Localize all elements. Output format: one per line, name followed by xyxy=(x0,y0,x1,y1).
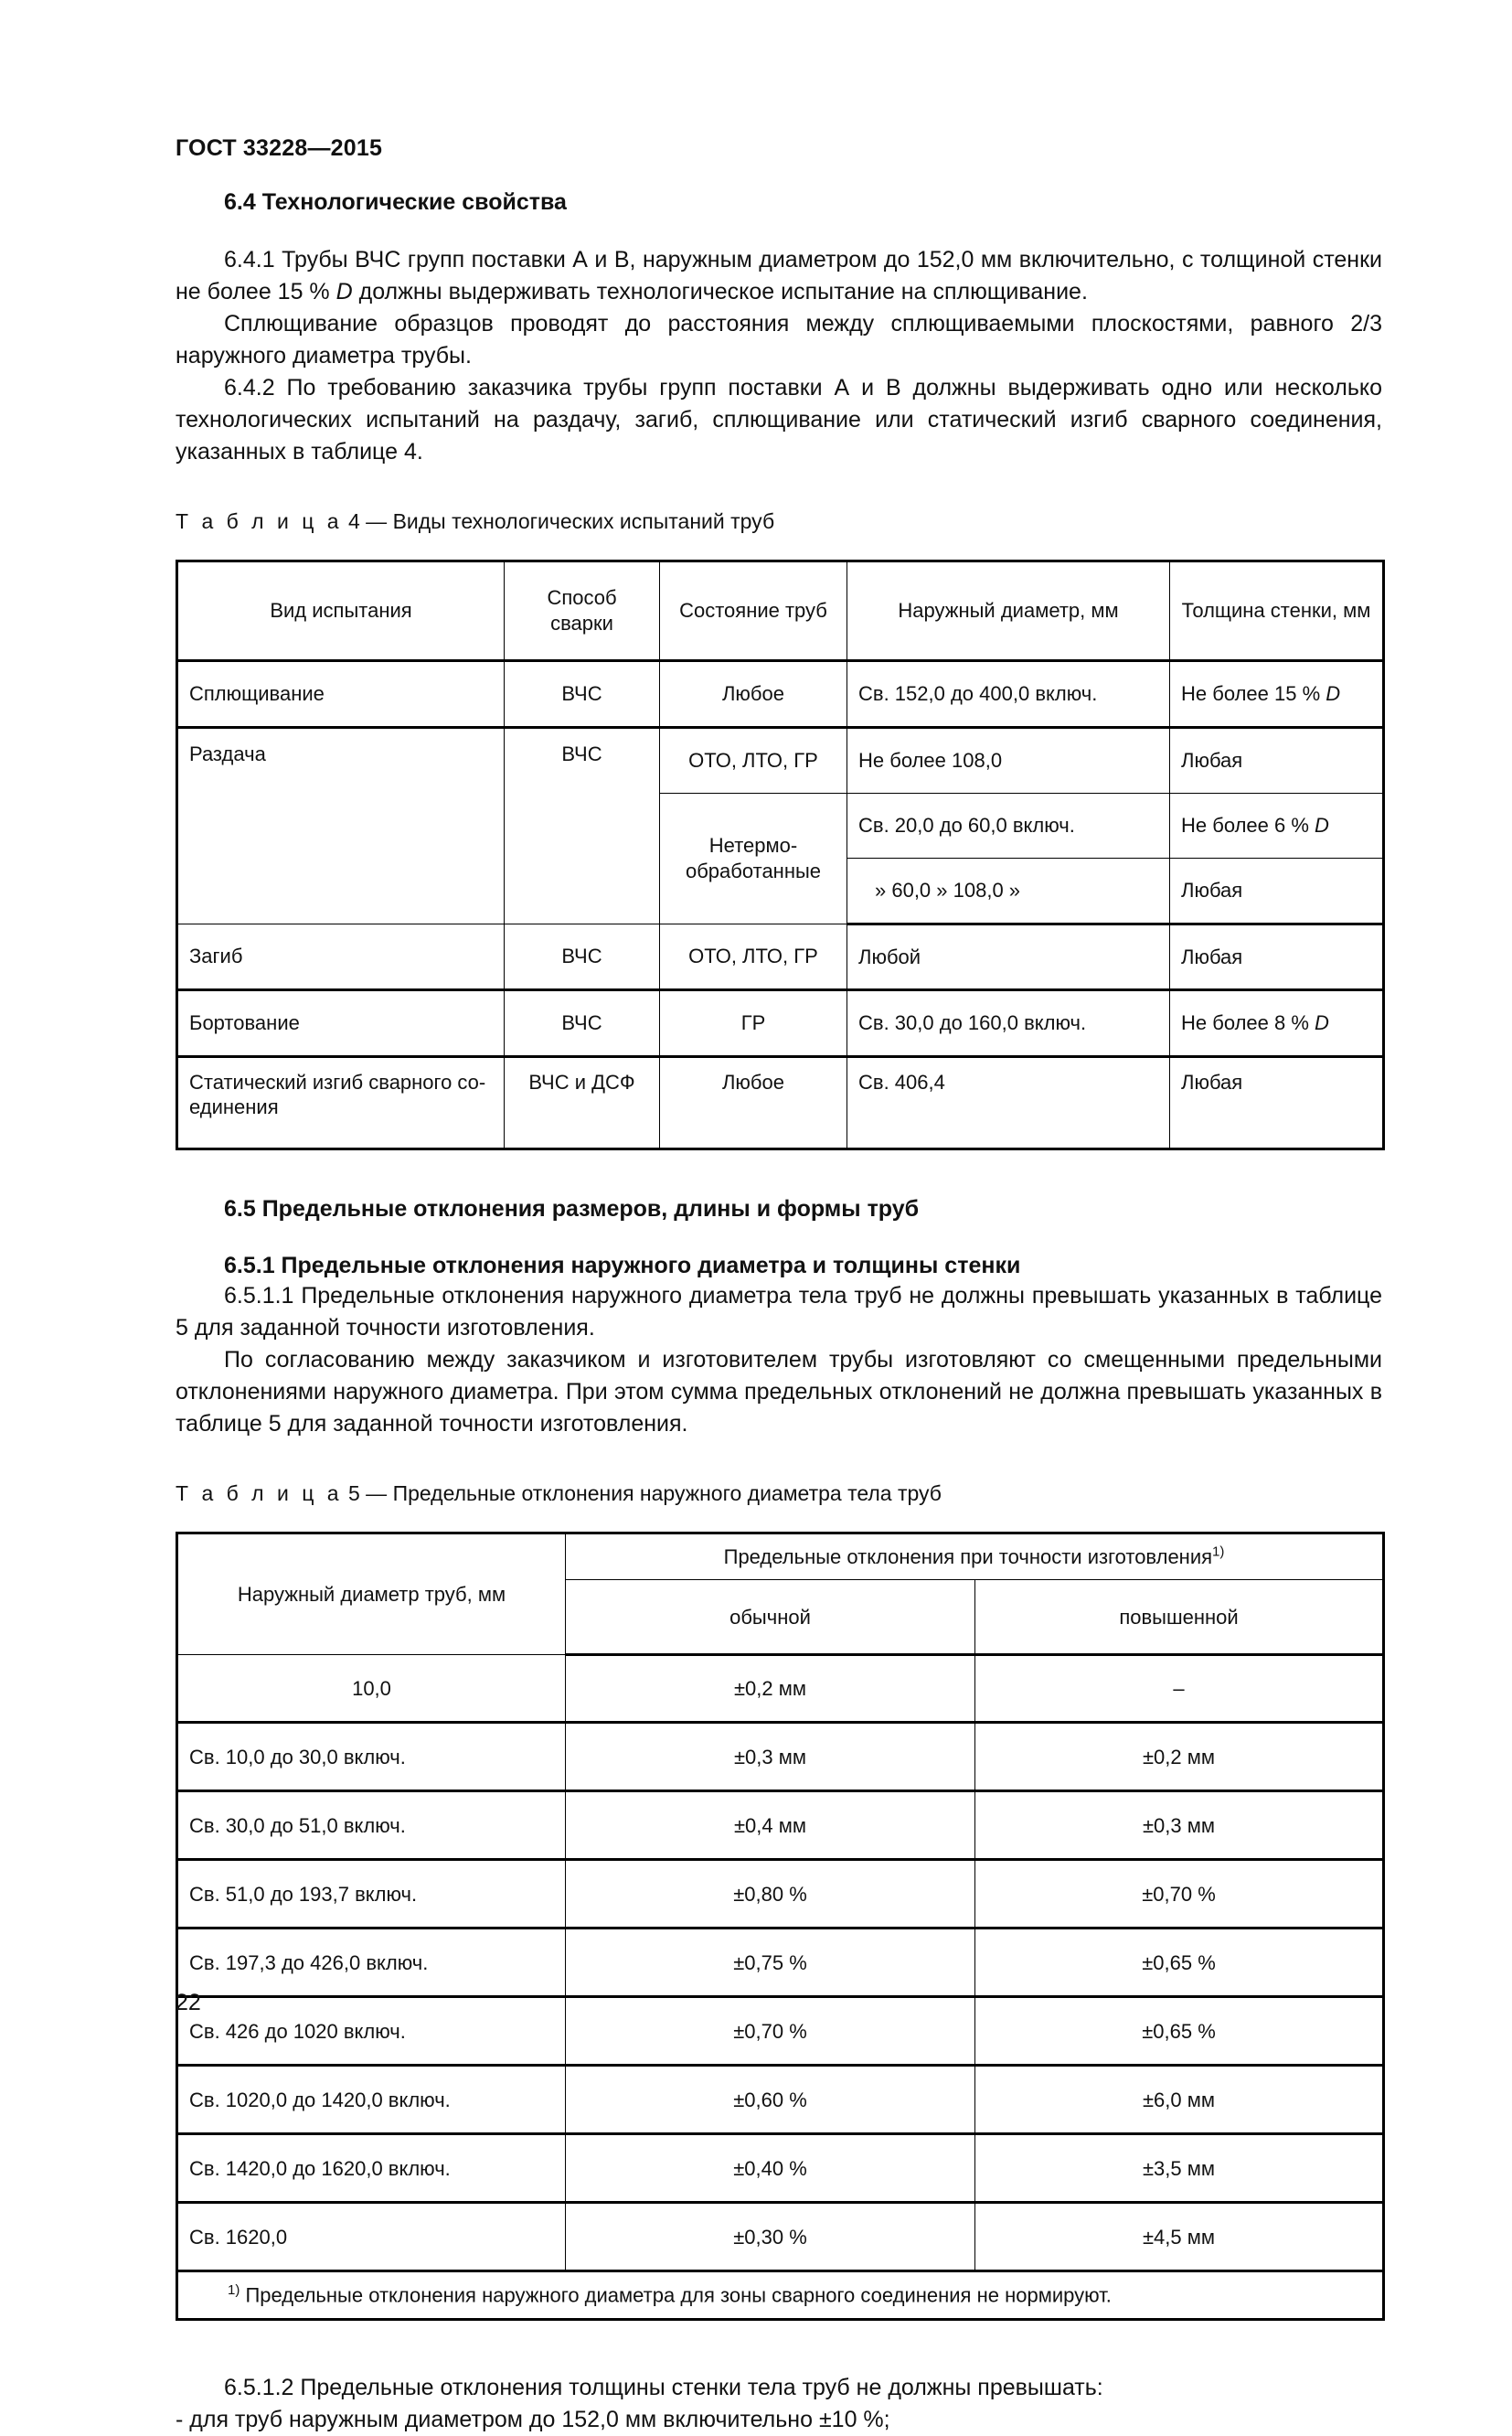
table-4-cell-wall: Не более 15 % D xyxy=(1170,660,1384,727)
table-5-cell-normal: ±0,3 мм xyxy=(566,1723,975,1791)
symbol-d: D xyxy=(335,279,353,304)
table-row xyxy=(177,1860,1384,1928)
table-4-caption xyxy=(176,508,1382,536)
paragraph-flattening: Сплющивание образцов проводят до расстояния между сплющиваемыми плоскостями, равного 2/3 наружного диаметра трубы. xyxy=(176,311,1382,369)
table-4-header-test-type: Вид испытания xyxy=(177,561,505,660)
footnote-text: Предельные отклонения наружного диаметра для зоны сварного соединения не нормируют. xyxy=(240,2283,1112,2307)
table-4-cell-wall: Любая xyxy=(1170,1056,1384,1149)
table-5-cell-normal: ±0,30 % xyxy=(566,2203,975,2271)
table-5-caption-dash: — xyxy=(366,1480,388,1505)
table-5-cell-diameter: Св. 1020,0 до 1420,0 включ. xyxy=(177,2066,566,2134)
table-4-cell-diameter: Св. 30,0 до 160,0 включ. xyxy=(847,989,1170,1056)
table-4-cell-weld: ВЧС xyxy=(505,727,660,924)
table-5-cell-diameter: 10,0 xyxy=(177,1655,566,1723)
list-item-wall-tolerance: - для труб наружным диаметром до 152,0 мм включительно ±10 %; xyxy=(176,2407,890,2433)
table-5-cell-normal: ±0,60 % xyxy=(566,2066,975,2134)
table-5-cell-high: ±0,3 мм xyxy=(975,1791,1384,1860)
table-4-header-weld-method: Способ сварки xyxy=(505,561,660,660)
page-number: 22 xyxy=(176,1990,201,2015)
table-4-header-wall-thickness: Толщина стенки, мм xyxy=(1170,561,1384,660)
table-4-header-outer-diameter: Наружный диаметр, мм xyxy=(847,561,1170,660)
table-row xyxy=(177,1655,1384,1723)
table-4-technological-tests xyxy=(176,560,1385,1150)
table-row xyxy=(177,1056,1384,1149)
table-5-diameter-tolerances xyxy=(176,1532,1385,2321)
table-row xyxy=(177,2203,1384,2271)
table-5-cell-normal: ±0,2 мм xyxy=(566,1655,975,1723)
table-5-header-tolerance-group xyxy=(566,1533,1384,1580)
table-4-cell-diameter: Св. 406,4 xyxy=(847,1056,1170,1149)
table-4-caption-dash: — xyxy=(366,509,388,533)
table-row xyxy=(177,1997,1384,2066)
table-4-cell-wall: Не более 8 % D xyxy=(1170,989,1384,1056)
table-5-cell-diameter: Св. 10,0 до 30,0 включ. xyxy=(177,1723,566,1791)
table-4-cell-diameter: Не более 108,0 xyxy=(847,727,1170,793)
running-head: ГОСТ 33228—2015 xyxy=(176,135,383,161)
table-5-caption-number: 5 xyxy=(347,1480,360,1505)
table-5-cell-high: ±0,65 % xyxy=(975,1928,1384,1997)
table-4-cell-weld: ВЧС xyxy=(505,924,660,989)
footnote-marker: 1) xyxy=(228,2282,240,2299)
table-row xyxy=(177,924,1384,989)
table-4-cell-diameter: » 60,0 » 108,0 » xyxy=(847,858,1170,924)
table-4-cell-weld: ВЧС xyxy=(505,660,660,727)
table-row xyxy=(177,989,1384,1056)
paragraph-agreement: По согласованию между заказчиком и изготовителем трубы изготовляют со смещенными предельными отклонениями наружного диаметра. При этом сумма предельных отклонений не должна превышать указанных в таблице 5 для заданной точности изготовления. xyxy=(176,1346,1382,1437)
table-5-cell-diameter: Св. 30,0 до 51,0 включ. xyxy=(177,1791,566,1860)
table-5-caption-label: Т а б л и ц а xyxy=(176,1480,343,1505)
table-5-cell-diameter: Св. 197,3 до 426,0 включ. xyxy=(177,1928,566,1997)
table-5-cell-diameter: Св. 1620,0 xyxy=(177,2203,566,2271)
symbol-d: D xyxy=(1326,682,1341,706)
table-4-cell-wall: Любая xyxy=(1170,727,1384,793)
table-4-cell-state: Нетермообработанные xyxy=(660,793,847,924)
table-4-header-pipe-state: Состояние труб xyxy=(660,561,847,660)
table-4-cell-state: Любое xyxy=(660,660,847,727)
table-row xyxy=(177,727,1384,793)
table-5-footnote xyxy=(177,2271,1384,2320)
table-4-cell-wall: Любая xyxy=(1170,924,1384,989)
table-4-cell-state: ГР xyxy=(660,989,847,1056)
table-4-cell-wall: Не более 6 % D xyxy=(1170,793,1384,858)
table-4-cell-state: Любое xyxy=(660,1056,847,1149)
table-4-cell-test: Сплющивание xyxy=(177,660,505,727)
table-row xyxy=(177,1928,1384,1997)
table-4-cell-weld: ВЧС и ДСФ xyxy=(505,1056,660,1149)
table-4-caption-title: Виды технологических испытаний труб xyxy=(392,509,775,533)
table-5-cell-high: – xyxy=(975,1655,1384,1723)
table-4-cell-diameter: Св. 20,0 до 60,0 включ. xyxy=(847,793,1170,858)
page-content xyxy=(176,187,1382,2436)
table-5-header-high-precision: повышенной xyxy=(975,1580,1384,1655)
table-row xyxy=(177,1723,1384,1791)
table-5-cell-high: ±0,65 % xyxy=(975,1997,1384,2066)
table-5-cell-high: ±4,5 мм xyxy=(975,2203,1384,2271)
table-5-cell-normal: ±0,40 % xyxy=(566,2134,975,2203)
table-row xyxy=(177,2066,1384,2134)
table-5-header-row-top xyxy=(177,1533,1384,1580)
table-5-header-normal-precision: обычной xyxy=(566,1580,975,1655)
table-row xyxy=(177,1791,1384,1860)
table-5-cell-normal: ±0,75 % xyxy=(566,1928,975,1997)
table-5-caption-title: Предельные отклонения наружного диаметра тела труб xyxy=(392,1480,942,1505)
table-5-cell-diameter: Св. 51,0 до 193,7 включ. xyxy=(177,1860,566,1928)
table-4-cell-wall: Любая xyxy=(1170,858,1384,924)
table-4-cell-test: Статический изгиб сварного соединения xyxy=(177,1056,505,1149)
table-4-cell-state: ОТО, ЛТО, ГР xyxy=(660,727,847,793)
table-4-cell-test: Бортование xyxy=(177,989,505,1056)
table-5-cell-normal: ±0,4 мм xyxy=(566,1791,975,1860)
symbol-d: D xyxy=(1315,1011,1329,1035)
table-4-cell-state: ОТО, ЛТО, ГР xyxy=(660,924,847,989)
heading-6-5: 6.5 Предельные отклонения размеров, длины и формы труб xyxy=(224,1195,920,1222)
table-5-footnote-row xyxy=(177,2271,1384,2320)
table-5-cell-high: ±6,0 мм xyxy=(975,2066,1384,2134)
paragraph-6-4-1: 6.4.1 Трубы ВЧС групп поставки А и В, наружным диаметром до 152,0 мм включительно, с толщиной стенки не более 15 % D должны выдерживать технологическое испытание на сплющивание. xyxy=(176,247,1382,304)
paragraph-6-5-1-1: 6.5.1.1 Предельные отклонения наружного диаметра тела труб не должны превышать указанных в таблице 5 для заданной точности изготовления. xyxy=(176,1282,1382,1341)
table-4-cell-diameter: Любой xyxy=(847,924,1170,989)
heading-6-5-1: 6.5.1 Предельные отклонения наружного диаметра и толщины стенки xyxy=(224,1252,1021,1278)
paragraph-6-5-1-2: 6.5.1.2 Предельные отклонения толщины стенки тела труб не должны превышать: xyxy=(224,2375,1103,2401)
table-5-cell-high: ±0,70 % xyxy=(975,1860,1384,1928)
heading-6-4: 6.4 Технологические свойства xyxy=(224,189,567,215)
table-4-header-row xyxy=(177,561,1384,660)
table-4-cell-test: Загиб xyxy=(177,924,505,989)
paragraph-6-4-2: 6.4.2 По требованию заказчика трубы групп поставки А и В должны выдерживать одно или несколько технологических испытаний на раздачу, загиб, сплющивание или статический изгиб сварного соединения, указанных в таблице 4. xyxy=(176,375,1382,465)
table-4-cell-weld: ВЧС xyxy=(505,989,660,1056)
table-5-cell-high: ±0,2 мм xyxy=(975,1723,1384,1791)
table-5-cell-normal: ±0,70 % xyxy=(566,1997,975,2066)
table-4-caption-number: 4 xyxy=(347,509,360,533)
table-4-caption-label: Т а б л и ц а xyxy=(176,509,343,533)
table-5-header-tolerance-group-text: Предельные отклонения при точности изготовления xyxy=(723,1544,1213,1568)
symbol-d: D xyxy=(1315,814,1329,838)
table-5-cell-diameter: Св. 1420,0 до 1620,0 включ. xyxy=(177,2134,566,2203)
table-row xyxy=(177,2134,1384,2203)
table-4-cell-test: Раздача xyxy=(177,727,505,924)
table-5-cell-high: ±3,5 мм xyxy=(975,2134,1384,2203)
table-5-caption xyxy=(176,1480,1382,1508)
table-5-header-outer-diameter: Наружный диаметр труб, мм xyxy=(177,1533,566,1655)
table-5-cell-normal: ±0,80 % xyxy=(566,1860,975,1928)
footnote-marker: 1) xyxy=(1212,1544,1225,1560)
table-5-cell-diameter: Св. 426 до 1020 включ. xyxy=(177,1997,566,2066)
table-4-cell-diameter: Св. 152,0 до 400,0 включ. xyxy=(847,660,1170,727)
table-row xyxy=(177,660,1384,727)
